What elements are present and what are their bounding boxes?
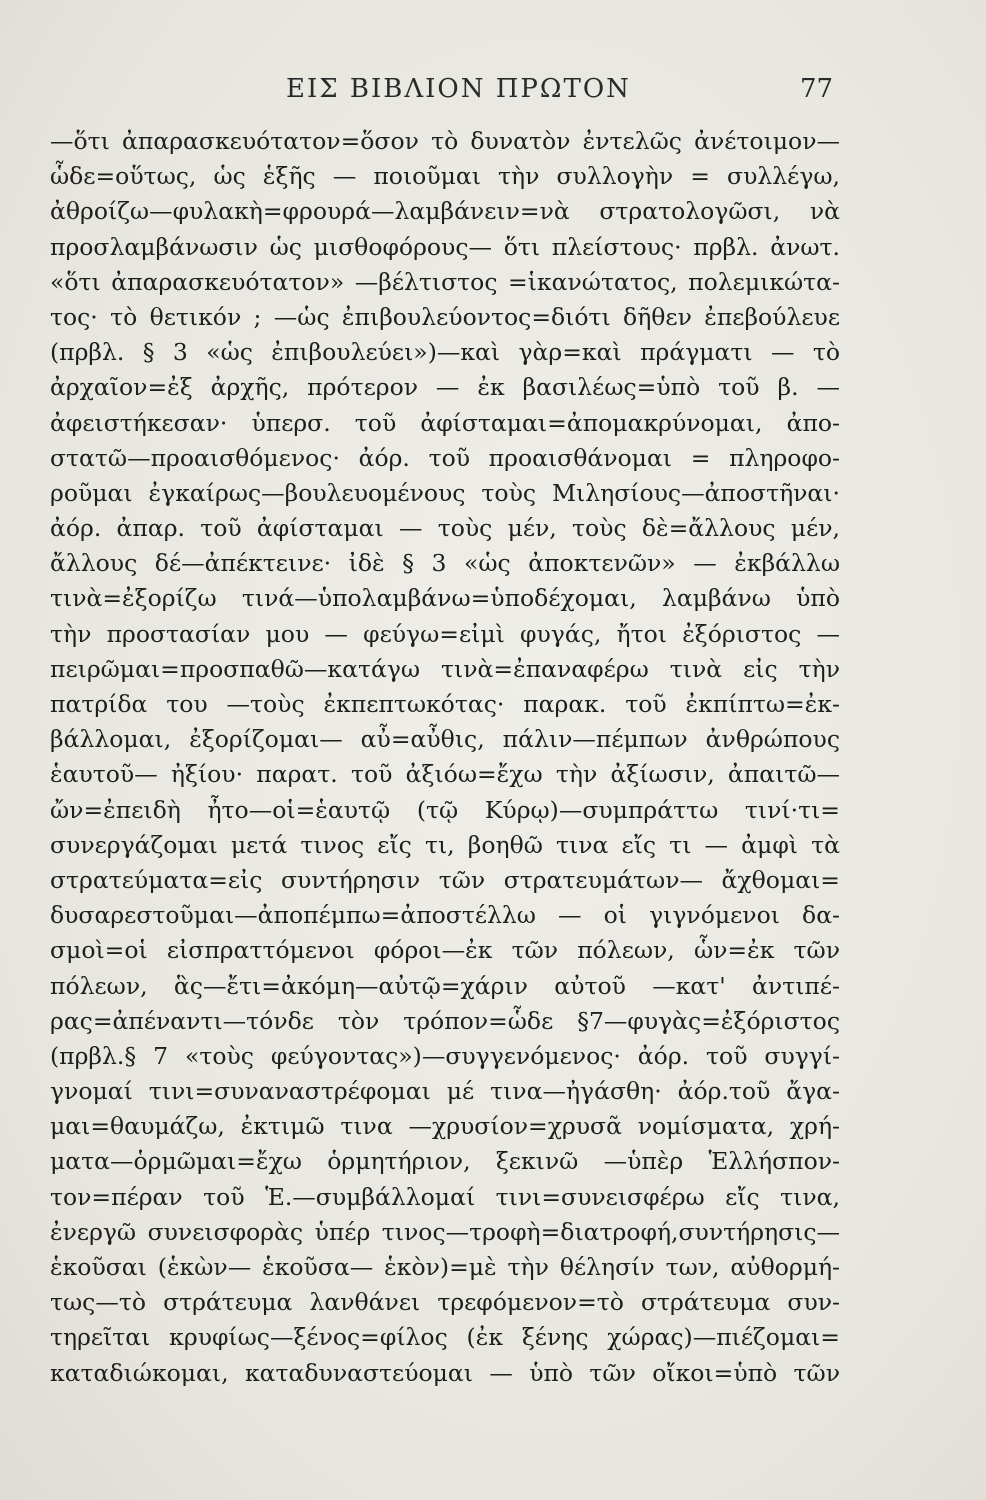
text-line: τηρεῖται κρυφίως—ξένος=φίλος (ἐκ ξένης χώρας)—πιέζομαι= — [50, 1323, 840, 1352]
text-line: βάλλομαι, ἐξορίζομαι— αὖ=αὖθις, πάλιν—πέμπων ἀνθρώπους — [50, 725, 840, 754]
text-line: ροῦμαι ἐγκαίρως—βουλευομένους τοὺς Μιλησίους—ἀποστῆναι· — [50, 478, 840, 507]
running-title: ΕΙΣ ΒΙΒΛΙΟΝ ΠΡΩΤΟΝ — [286, 74, 631, 104]
text-line: τὴν προστασίαν μου — φεύγω=εἰμὶ φυγάς, ἤτοι ἐξόριστος — — [50, 619, 840, 648]
text-line: πατρίδα του —τοὺς ἐκπεπτωκότας· παρακ. τοῦ ἐκπίπτω=ἐκ- — [50, 690, 840, 718]
text-line: ἑκοῦσαι (ἑκὼν— ἑκοῦσα— ἑκὸν)=μὲ τὴν θέλησίν των, αὐθορμή- — [50, 1253, 840, 1281]
page-header — [0, 74, 986, 114]
text-line: (πρβλ.§ 7 «τοὺς φεύγοντας»)—συγγενόμενος· ἀόρ. τοῦ συγγί- — [50, 1041, 840, 1070]
page-number: 77 — [800, 74, 834, 104]
text-line: (πρβλ. § 3 «ὡς ἐπιβουλεύει»)—καὶ γὰρ=καὶ πράγματι — τὸ — [50, 338, 840, 367]
text-line: ἐνεργῶ συνεισφορὰς ὑπέρ τινος—τροφὴ=διατροφή,συντήρησις— — [50, 1217, 840, 1246]
text-line: «ὅτι ἀπαρασκευότατον» —βέλτιστος =ἱκανώτατος, πολεμικώτα- — [50, 267, 840, 296]
text-line: δυσαρεστοῦμαι—ἀποπέμπω=ἀποστέλλω — οἱ γιγνόμενοι δα- — [50, 901, 840, 930]
text-line: συνεργάζομαι μετά τινος εἴς τι, βοηθῶ τινα εἴς τι — ἀμφὶ τὰ — [50, 830, 840, 859]
text-line: ὤν=ἐπειδὴ ἦτο—οἱ=ἑαυτῷ (τῷ Κύρῳ)—συμπράττω τινί·τι= — [50, 795, 840, 824]
text-line: τος· τὸ θετικόν ; —ὡς ἐπιβουλεύοντος=διότι δῆθεν ἐπεβούλευε — [50, 302, 840, 331]
text-line: —ὅτι ἀπαρασκευότατον=ὅσον τὸ δυνατὸν ἐντελῶς ἀνέτοιμον— — [50, 127, 840, 155]
text-line: πειρῶμαι=προσπαθῶ—κατάγω τινὰ=ἐπαναφέρω τινὰ εἰς τὴν — [50, 654, 840, 683]
text-line: μαι=θαυμάζω, ἐκτιμῶ τινα —χρυσίον=χρυσᾶ νομίσματα, χρή- — [50, 1112, 840, 1141]
text-line: καταδιώκομαι, καταδυναστεύομαι — ὑπὸ τῶν οἴκοι=ὑπὸ τῶν — [50, 1358, 840, 1387]
commentary-text — [50, 124, 840, 1391]
text-line: ἄλλους δέ—ἀπέκτεινε· ἰδὲ § 3 «ὡς ἀποκτενῶν» — ἐκβάλλω — [50, 549, 840, 578]
text-line: στρατεύματα=εἰς συντήρησιν τῶν στρατευμάτων— ἄχθομαι= — [50, 865, 840, 894]
text-line: τινὰ=ἐξορίζω τινά—ὑπολαμβάνω=ὑποδέχομαι, λαμβάνω ὑπὸ — [50, 584, 840, 613]
text-line: τως—τὸ στράτευμα λανθάνει τρεφόμενον=τὸ στράτευμα συν- — [50, 1288, 840, 1317]
text-line: στατῶ—προαισθόμενος· ἀόρ. τοῦ προαισθάνομαι = πληροφο- — [50, 443, 840, 472]
text-line: ρας=ἀπέναντι—τόνδε τὸν τρόπον=ὧδε §7—φυγὰς=ἐξόριστος — [50, 1006, 840, 1035]
text-line: ὧδε=οὕτως, ὡς ἑξῆς — ποιοῦμαι τὴν συλλογὴν = συλλέγω, — [50, 162, 840, 191]
text-line: ἀρχαῖον=ἐξ ἀρχῆς, πρότερον — ἐκ βασιλέως=ὑπὸ τοῦ β. — — [50, 373, 840, 402]
text-line: ἀφειστήκεσαν· ὑπερσ. τοῦ ἀφίσταμαι=ἀπομακρύνομαι, ἀπο- — [50, 408, 840, 437]
text-line: σμοὶ=οἱ εἰσπραττόμενοι φόροι—ἐκ τῶν πόλεων, ὧν=ἐκ τῶν — [50, 936, 840, 965]
text-line: ἀθροίζω—φυλακὴ=φρουρά—λαμβάνειν=νὰ στρατολογῶσι, νὰ — [50, 197, 840, 226]
text-line: προσλαμβάνωσιν ὡς μισθοφόρους— ὅτι πλείστους· πρβλ. ἀνωτ. — [50, 232, 840, 261]
text-line: ματα—ὁρμῶμαι=ἔχω ὁρμητήριον, ξεκινῶ —ὑπὲρ Ἑλλήσπον- — [50, 1147, 840, 1176]
text-line: πόλεων, ἃς—ἔτι=ἀκόμη—αὐτῷ=χάριν αὐτοῦ —κατ' ἀντιπέ- — [50, 971, 840, 1000]
text-line: ἑαυτοῦ— ἠξίου· παρατ. τοῦ ἀξιόω=ἔχω τὴν ἀξίωσιν, ἀπαιτῶ— — [50, 760, 840, 789]
text-line: τον=πέραν τοῦ Ἑ.—συμβάλλομαί τινι=συνεισφέρω εἴς τινα, — [50, 1182, 840, 1211]
text-line: ἀόρ. ἀπαρ. τοῦ ἀφίσταμαι — τοὺς μέν, τοὺς δὲ=ἄλλους μέν, — [50, 514, 840, 543]
text-line: γνομαί τινι=συναναστρέφομαι μέ τινα—ἠγάσθη· ἀόρ.τοῦ ἄγα- — [50, 1077, 840, 1106]
